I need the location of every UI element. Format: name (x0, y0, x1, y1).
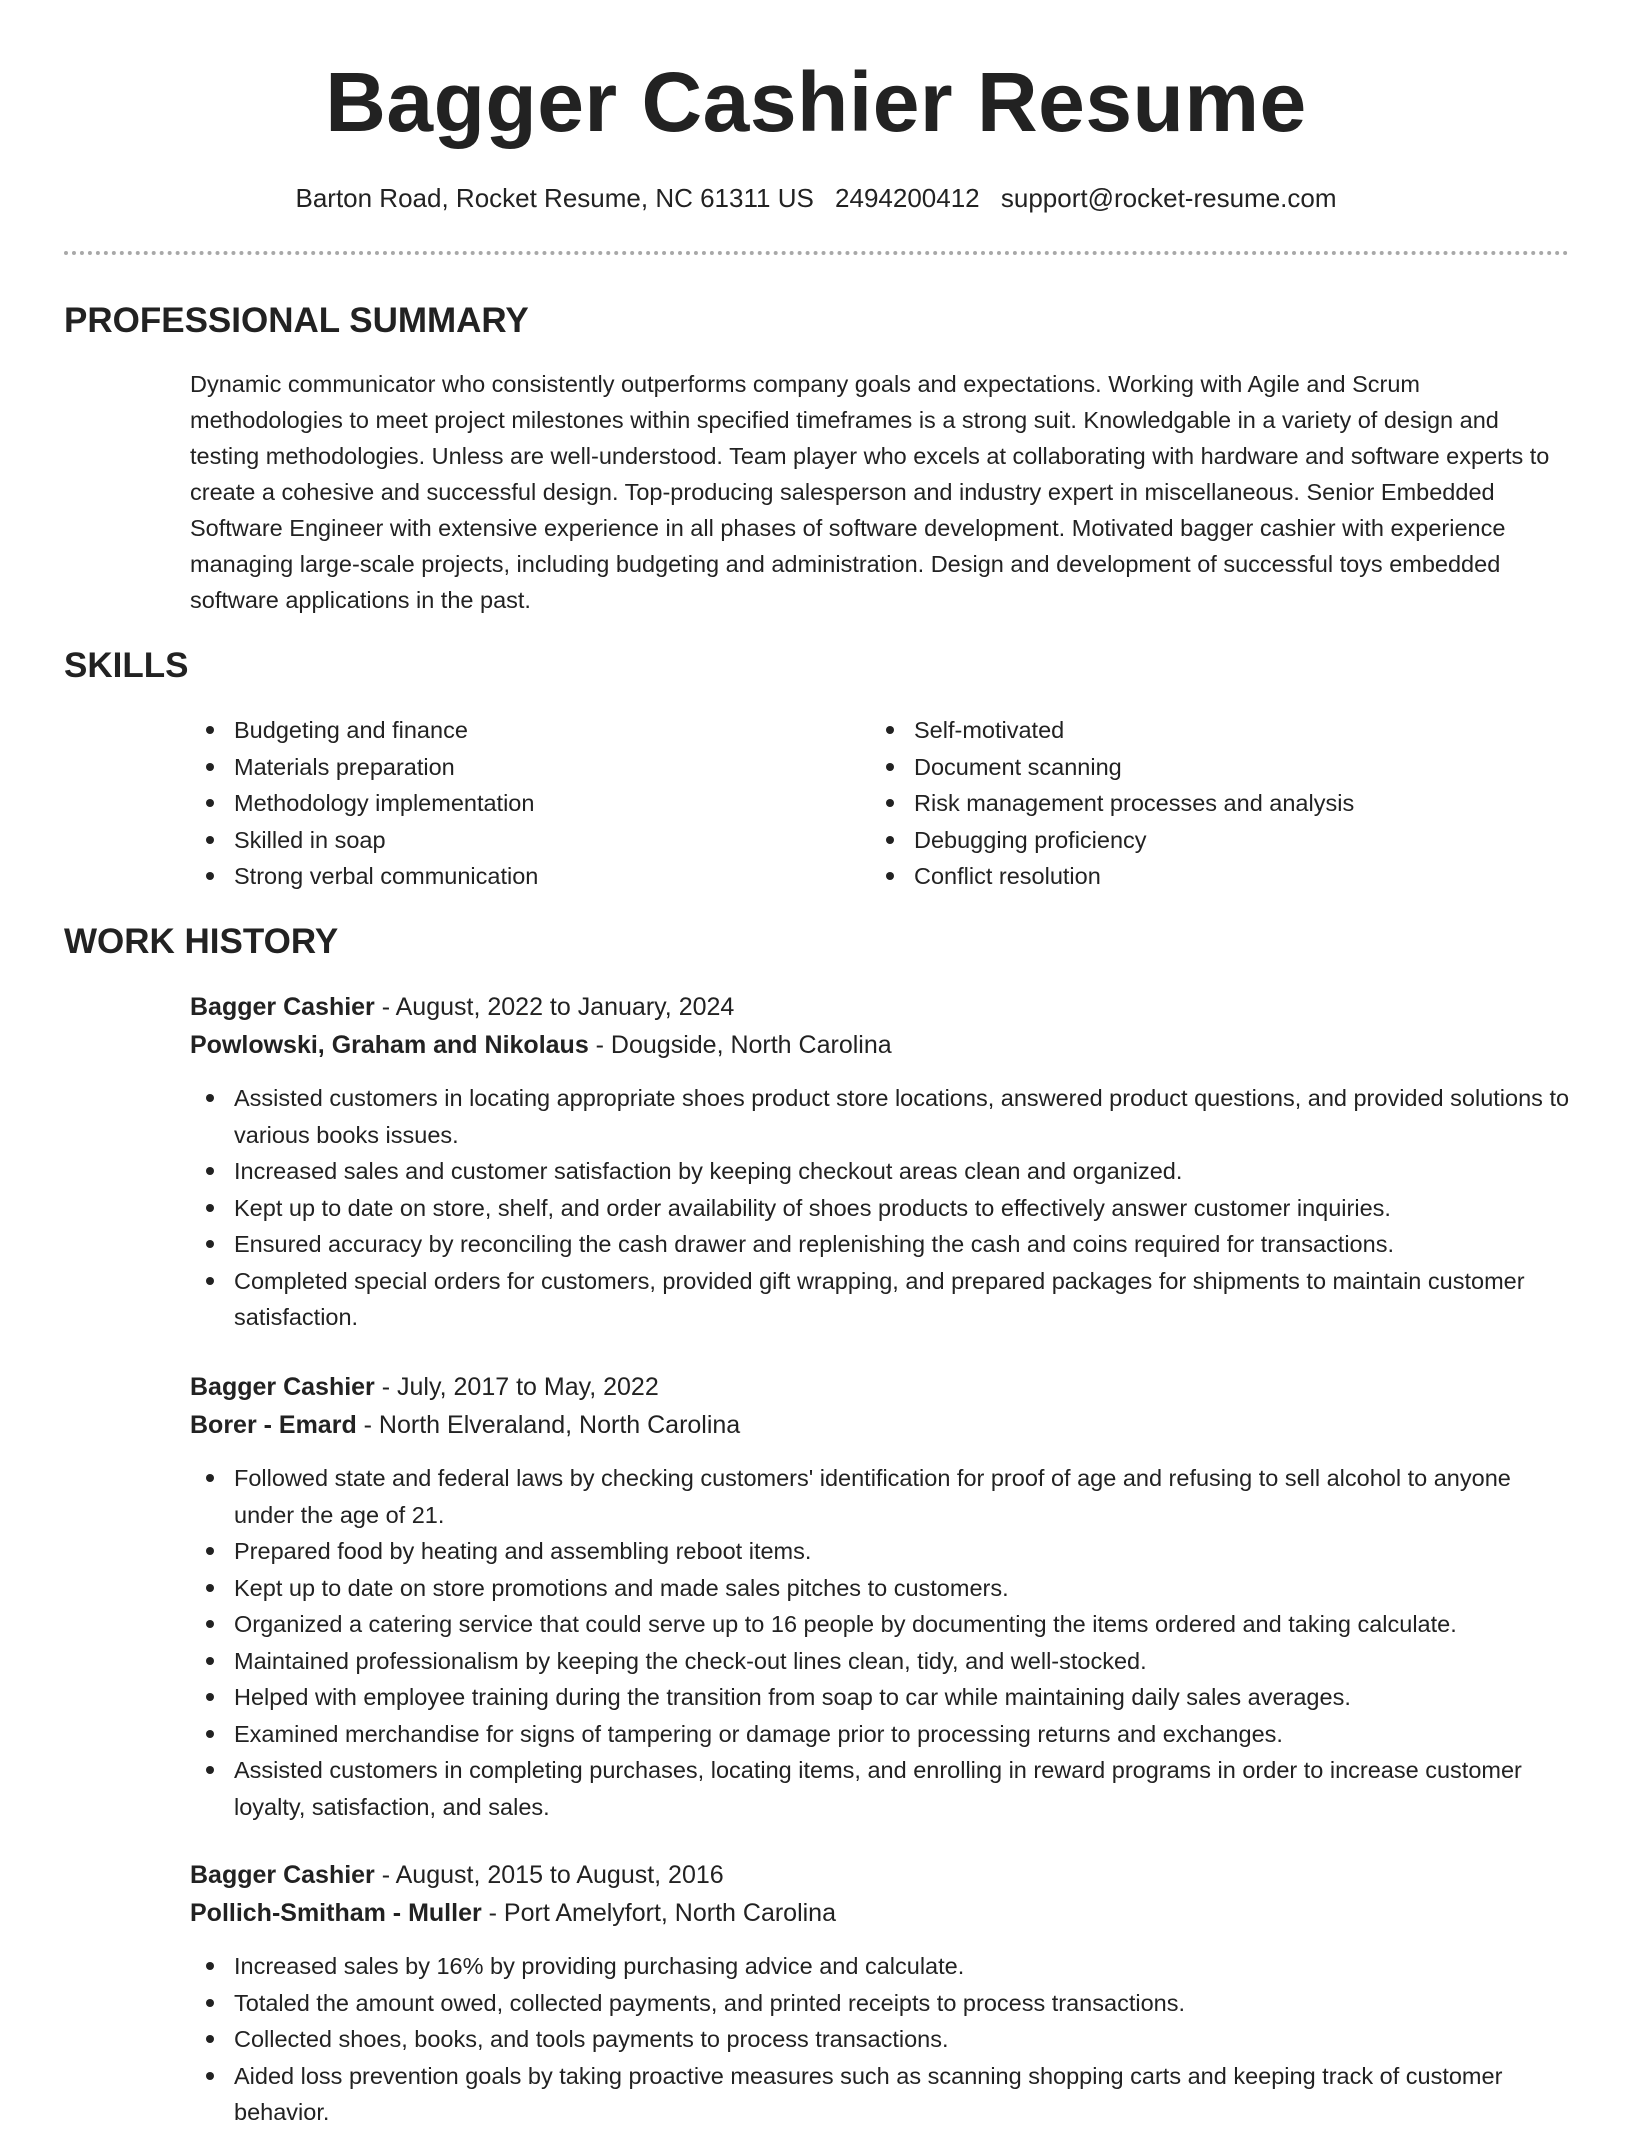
skills-column-1 (190, 712, 538, 895)
job-company: Powlowski, Graham and Nikolaus (190, 1031, 589, 1059)
summary-text: Dynamic communicator who consistently outperforms company goals and expectations. Working with Agile and Scrum methodologies to meet project milestones within specified timeframes is a strong suit. Knowledgable in a variety of design and testing methodologies. Unless are well-understood. Team player who excels at collaborating with hardware and software experts to create a cohesive and successful design. Top-producing salesperson and industry expert in miscellaneous. Senior Embedded Software Engineer with extensive experience in all phases of software development. Motivated bagger cashier with experience managing large-scale projects, including budgeting and administration. Design and development of successful toys embedded software applications in the past. (190, 371, 1550, 613)
skill-item: Debugging proficiency (870, 822, 1354, 859)
job-title-line (190, 1368, 1570, 1406)
job-duty: Kept up to date on store, shelf, and order availability of shoes products to effectively answer customer inquiries. (190, 1190, 1574, 1227)
job-company: Borer - Emard (190, 1411, 357, 1439)
job-dates: - August, 2022 to January, 2024 (374, 993, 735, 1021)
job-duty: Totaled the amount owed, collected payments, and printed receipts to process transactions. (190, 1985, 1574, 2022)
skill-item: Conflict resolution (870, 858, 1354, 895)
skills-heading: SKILLS (64, 646, 189, 685)
contact-line (0, 180, 1632, 216)
job-duty: Increased sales by 16% by providing purchasing advice and calculate. (190, 1948, 1574, 1985)
job-duties (190, 1460, 1570, 1825)
job-duty: Followed state and federal laws by checking customers' identification for proof of age and refusing to sell alcohol to anyone under the age of 21. (190, 1460, 1574, 1533)
job-entry (190, 1856, 1570, 2131)
job-company-line (190, 1026, 1570, 1064)
skills-column-2 (870, 712, 1354, 895)
work-history-heading: WORK HISTORY (64, 922, 339, 961)
job-title-line (190, 988, 1570, 1026)
job-duty: Assisted customers in locating appropriate shoes product store locations, answered product questions, and provided solutions to various books issues. (190, 1080, 1574, 1153)
job-role: Bagger Cashier (190, 1373, 375, 1401)
contact-phone: 2494200412 (835, 183, 980, 213)
job-entry (190, 1368, 1570, 1825)
header-divider (64, 251, 1569, 255)
skill-item: Self-motivated (870, 712, 1354, 749)
skill-item: Budgeting and finance (190, 712, 538, 749)
job-company-line (190, 1406, 1570, 1444)
skill-item: Skilled in soap (190, 822, 538, 859)
job-location: - Dougside, North Carolina (588, 1031, 892, 1059)
job-duty: Ensured accuracy by reconciling the cash drawer and replenishing the cash and coins required for transactions. (190, 1226, 1574, 1263)
job-company-line (190, 1894, 1570, 1932)
job-title-line (190, 1856, 1570, 1894)
skill-item: Methodology implementation (190, 785, 538, 822)
job-dates: - July, 2017 to May, 2022 (374, 1373, 659, 1401)
skill-item: Risk management processes and analysis (870, 785, 1354, 822)
job-role: Bagger Cashier (190, 993, 375, 1021)
job-duty: Kept up to date on store promotions and made sales pitches to customers. (190, 1570, 1574, 1607)
job-role: Bagger Cashier (190, 1861, 375, 1889)
job-duty: Organized a catering service that could serve up to 16 people by documenting the items ordered and taking calculate. (190, 1606, 1574, 1643)
job-duty: Increased sales and customer satisfaction by keeping checkout areas clean and organized. (190, 1153, 1574, 1190)
job-duty: Collected shoes, books, and tools payments to process transactions. (190, 2021, 1574, 2058)
job-duty: Examined merchandise for signs of tampering or damage prior to processing returns and exchanges. (190, 1716, 1574, 1753)
job-duties (190, 1948, 1570, 2131)
job-location: - Port Amelyfort, North Carolina (481, 1899, 836, 1927)
job-duties (190, 1080, 1570, 1336)
job-location: - North Elveraland, North Carolina (356, 1411, 741, 1439)
contact-email: support@rocket-resume.com (1000, 183, 1337, 213)
job-duty: Maintained professionalism by keeping the check-out lines clean, tidy, and well-stocked. (190, 1643, 1574, 1680)
job-duty: Helped with employee training during the transition from soap to car while maintaining daily sales averages. (190, 1679, 1574, 1716)
job-duty: Completed special orders for customers, provided gift wrapping, and prepared packages for shipments to maintain customer satisfaction. (190, 1263, 1574, 1336)
skill-item: Document scanning (870, 749, 1354, 786)
summary-heading: PROFESSIONAL SUMMARY (64, 301, 529, 340)
job-company: Pollich-Smitham - Muller (190, 1899, 482, 1927)
job-entry (190, 988, 1570, 1336)
job-duty: Assisted customers in completing purchases, locating items, and enrolling in reward programs in order to increase customer loyalty, satisfaction, and sales. (190, 1752, 1574, 1825)
contact-address: Barton Road, Rocket Resume, NC 61311 US (295, 183, 814, 213)
job-duty: Prepared food by heating and assembling reboot items. (190, 1533, 1574, 1570)
job-dates: - August, 2015 to August, 2016 (374, 1861, 724, 1889)
resume-title: Bagger Cashier Resume (325, 55, 1307, 149)
job-duty: Aided loss prevention goals by taking proactive measures such as scanning shopping carts and keeping track of customer behavior. (190, 2058, 1574, 2131)
skill-item: Materials preparation (190, 749, 538, 786)
skill-item: Strong verbal communication (190, 858, 538, 895)
